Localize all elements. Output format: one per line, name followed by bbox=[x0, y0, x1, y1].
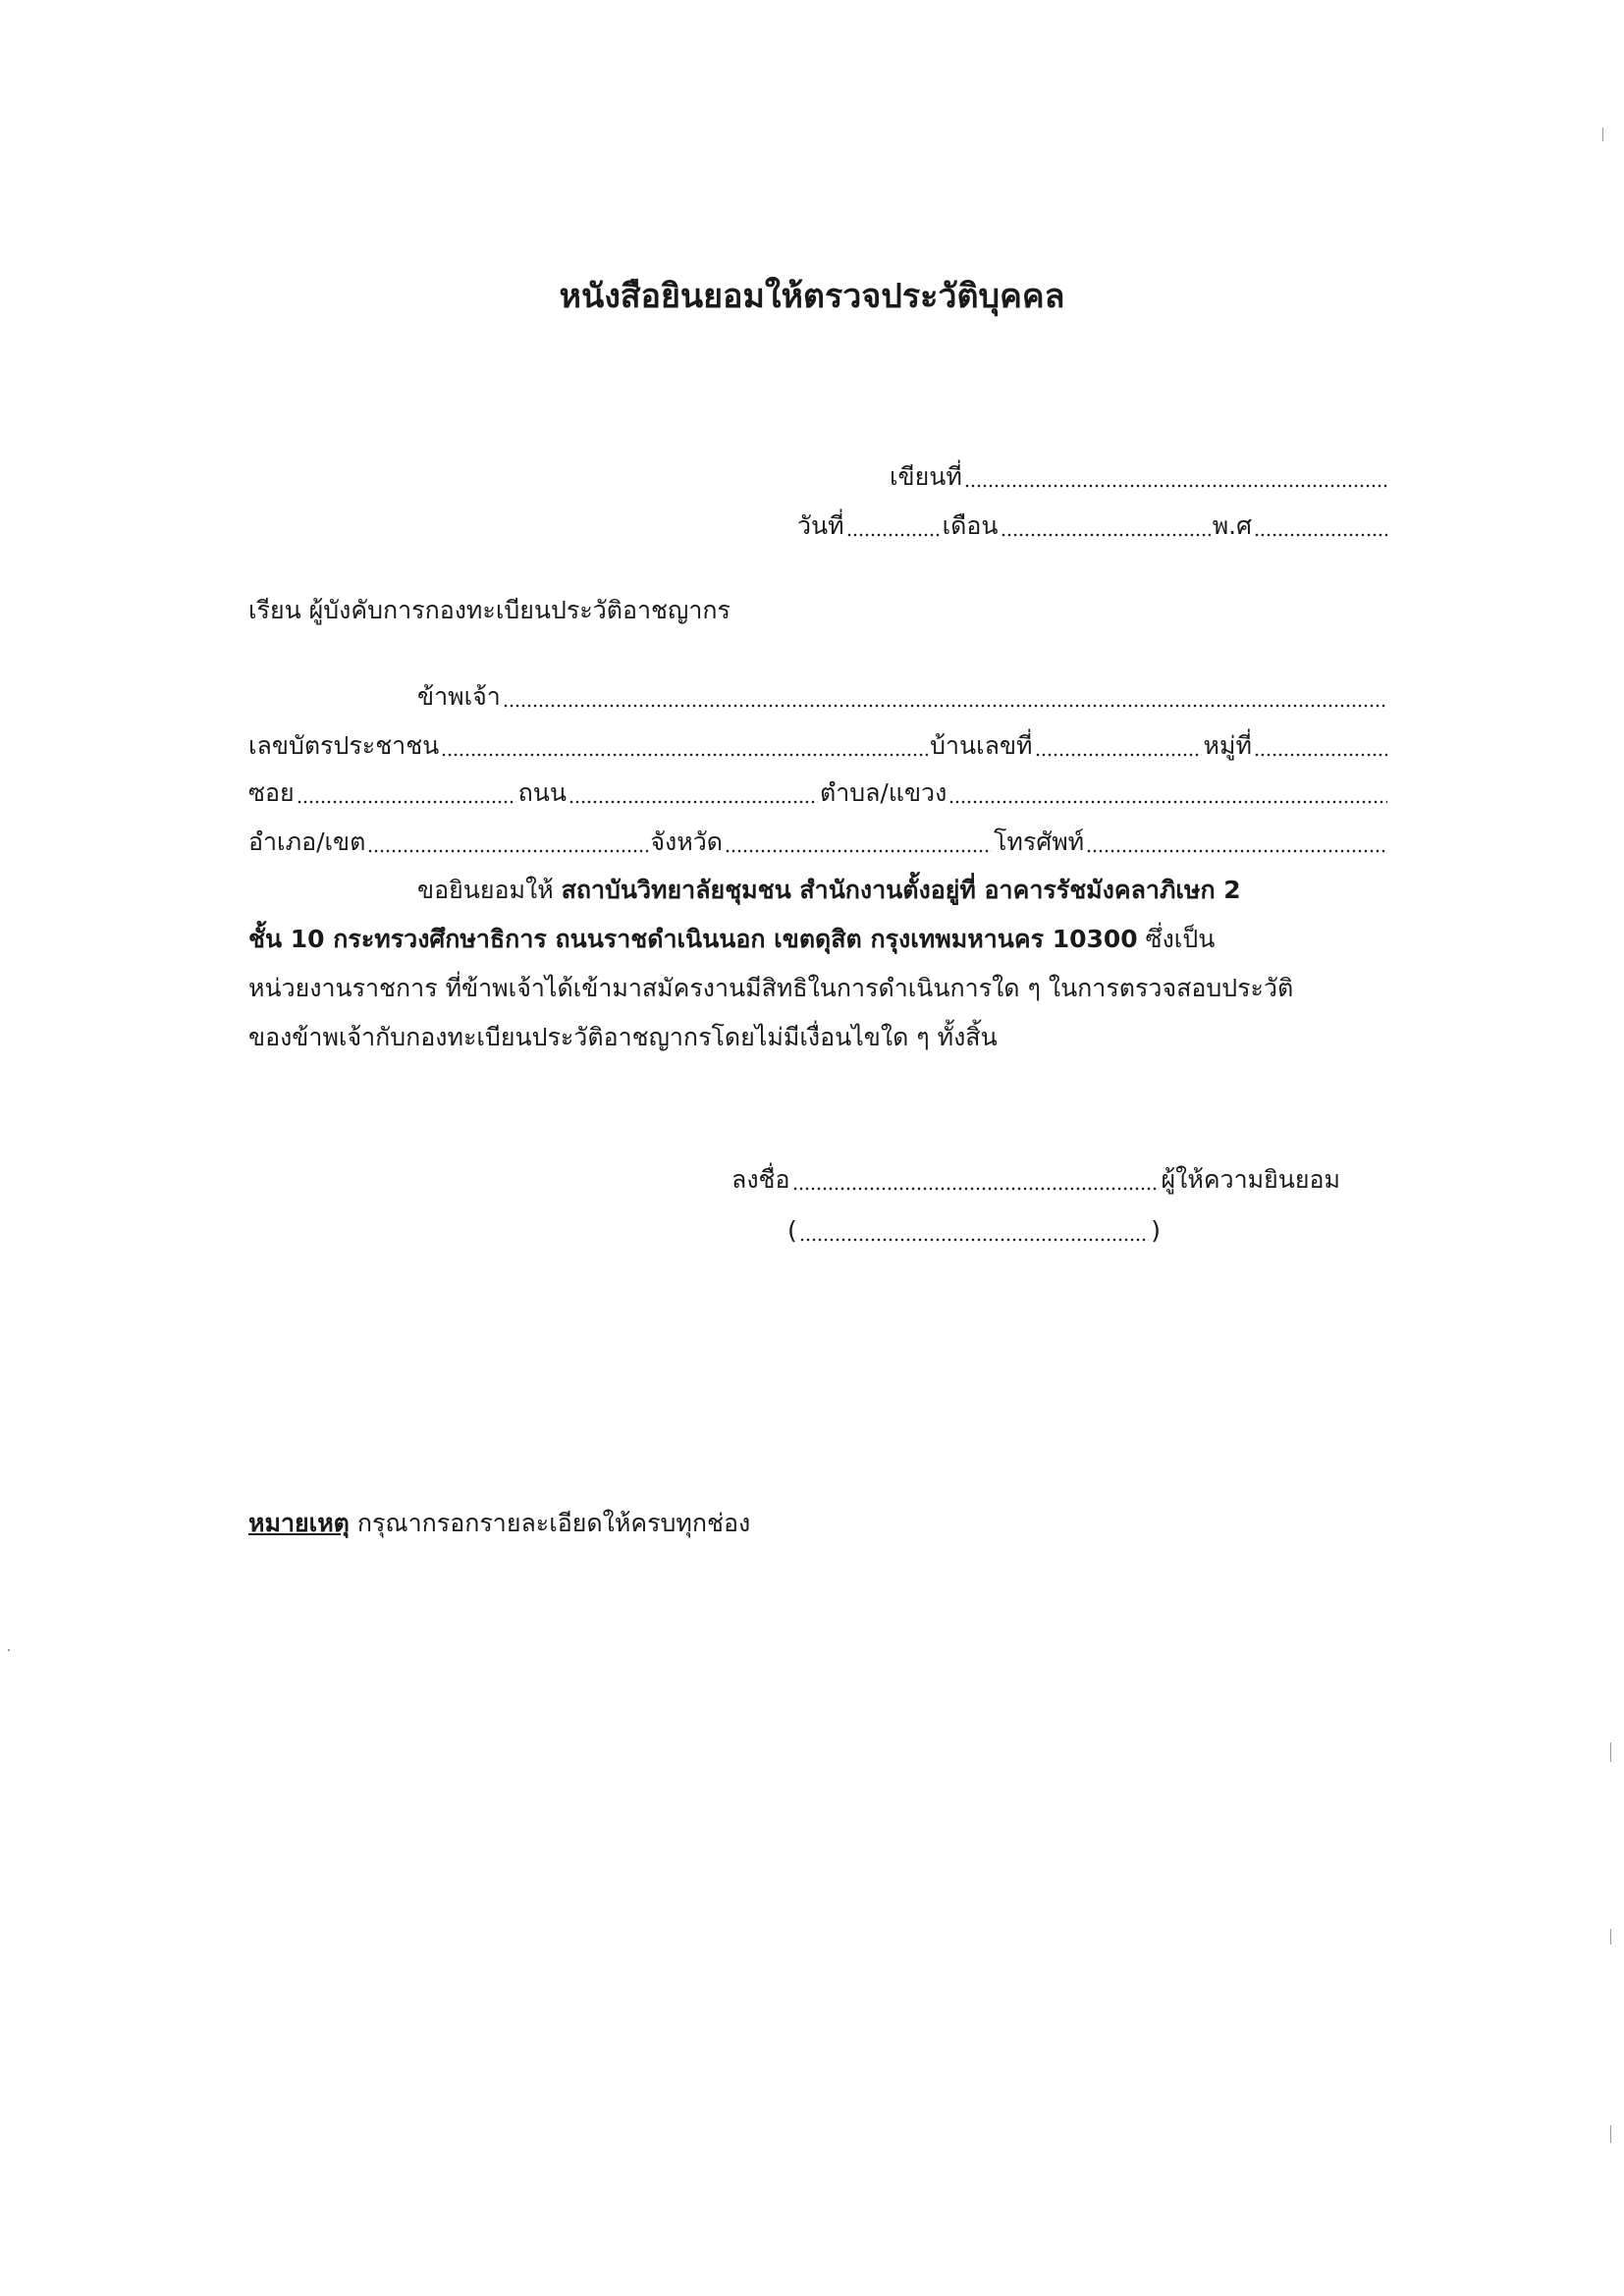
soi-blank[interactable] bbox=[297, 800, 516, 804]
date-row bbox=[797, 507, 1389, 546]
consent-line-2-tail: ซึ่งเป็น bbox=[1137, 925, 1216, 953]
province-blank[interactable] bbox=[725, 849, 992, 853]
consent-line-2-address: ชั้น 10 กระทรวงศึกษาธิการ ถนนราชดำเนินนอก เขตดุสิต กรุงเทพมหานคร 10300 bbox=[248, 925, 1138, 953]
province-label: จังหวัด bbox=[650, 828, 723, 856]
id-card-label: เลขบัตรประชาชน bbox=[248, 731, 440, 760]
consent-line-1 bbox=[248, 866, 1389, 915]
name-blank[interactable] bbox=[503, 704, 1387, 708]
document-title: หนังสือยินยอมให้ตรวจประวัติบุคคล bbox=[559, 277, 1065, 316]
consent-line-2 bbox=[248, 915, 1389, 964]
consent-paragraph bbox=[248, 866, 1389, 1062]
id-card-blank[interactable] bbox=[441, 753, 928, 757]
consent-line-1-institution: สถาบันวิทยาลัยชุมชน สำนักงานตั้งอยู่ที่ อาคารรัชมังคลาภิเษก 2 bbox=[561, 876, 1241, 904]
sign-label: ลงชื่อ bbox=[731, 1165, 790, 1194]
day-blank[interactable] bbox=[846, 533, 941, 537]
soi-label: ซอย bbox=[248, 778, 295, 807]
note-text: กรุณากรอกรายละเอียดให้ครบทุกช่อง bbox=[349, 1509, 751, 1537]
subdistrict-blank[interactable] bbox=[948, 800, 1387, 804]
phone-label: โทรศัพท์ bbox=[994, 828, 1085, 856]
district-row bbox=[248, 823, 1389, 862]
house-no-label: บ้านเลขที่ bbox=[930, 731, 1033, 760]
salutation: เรียน ผู้บังคับการกองทะเบียนประวัติอาชญากร bbox=[248, 596, 731, 624]
house-no-blank[interactable] bbox=[1035, 753, 1202, 757]
written-at-row bbox=[890, 457, 1389, 497]
signature-row bbox=[731, 1160, 1340, 1200]
year-blank[interactable] bbox=[1254, 533, 1387, 537]
moo-blank[interactable] bbox=[1254, 753, 1387, 757]
district-blank[interactable] bbox=[367, 849, 648, 853]
written-at-label: เขียนที่ bbox=[890, 462, 962, 491]
consenter-role-label: ผู้ให้ความยินยอม bbox=[1161, 1165, 1340, 1194]
scan-speck bbox=[1610, 2125, 1611, 2143]
road-blank[interactable] bbox=[568, 800, 818, 804]
open-paren: ( bbox=[787, 1216, 797, 1245]
written-at-blank[interactable] bbox=[964, 484, 1387, 488]
name-label: ข้าพเจ้า bbox=[417, 682, 501, 711]
close-paren: ) bbox=[1151, 1216, 1161, 1245]
scan-speck bbox=[1602, 128, 1603, 141]
month-blank[interactable] bbox=[1001, 533, 1211, 537]
month-label: เดือน bbox=[942, 511, 999, 540]
soi-row bbox=[248, 774, 1389, 813]
road-label: ถนน bbox=[517, 778, 567, 807]
id-row bbox=[248, 726, 1389, 766]
consent-line-1-lead: ขอยินยอมให้ bbox=[417, 876, 562, 904]
moo-label: หมู่ที่ bbox=[1203, 731, 1252, 760]
year-label: พ.ศ bbox=[1212, 511, 1252, 540]
signature-blank[interactable] bbox=[792, 1187, 1160, 1191]
note-label: หมายเหตุ bbox=[248, 1509, 350, 1537]
printed-name-blank[interactable] bbox=[799, 1238, 1149, 1242]
footnote bbox=[248, 1504, 750, 1543]
scan-speck bbox=[1610, 1929, 1611, 1945]
district-label: อำเภอ/เขต bbox=[248, 828, 366, 856]
consent-line-3: หน่วยงานราชการ ที่ข้าพเจ้าได้เข้ามาสมัครงานมีสิทธิในการดำเนินการใด ๆ ในการตรวจสอบประวัติ bbox=[248, 974, 1294, 1002]
subdistrict-label: ตำบล/แขวง bbox=[819, 778, 947, 807]
name-row bbox=[417, 677, 1389, 717]
scan-speck bbox=[1610, 1742, 1611, 1762]
scan-speck bbox=[8, 1649, 10, 1651]
consent-line-4: ของข้าพเจ้ากับกองทะเบียนประวัติอาชญากรโดยไม่มีเงื่อนไขใด ๆ ทั้งสิ้น bbox=[248, 1023, 998, 1051]
printed-name-row bbox=[787, 1211, 1161, 1251]
day-label: วันที่ bbox=[797, 511, 844, 540]
phone-blank[interactable] bbox=[1086, 849, 1387, 853]
